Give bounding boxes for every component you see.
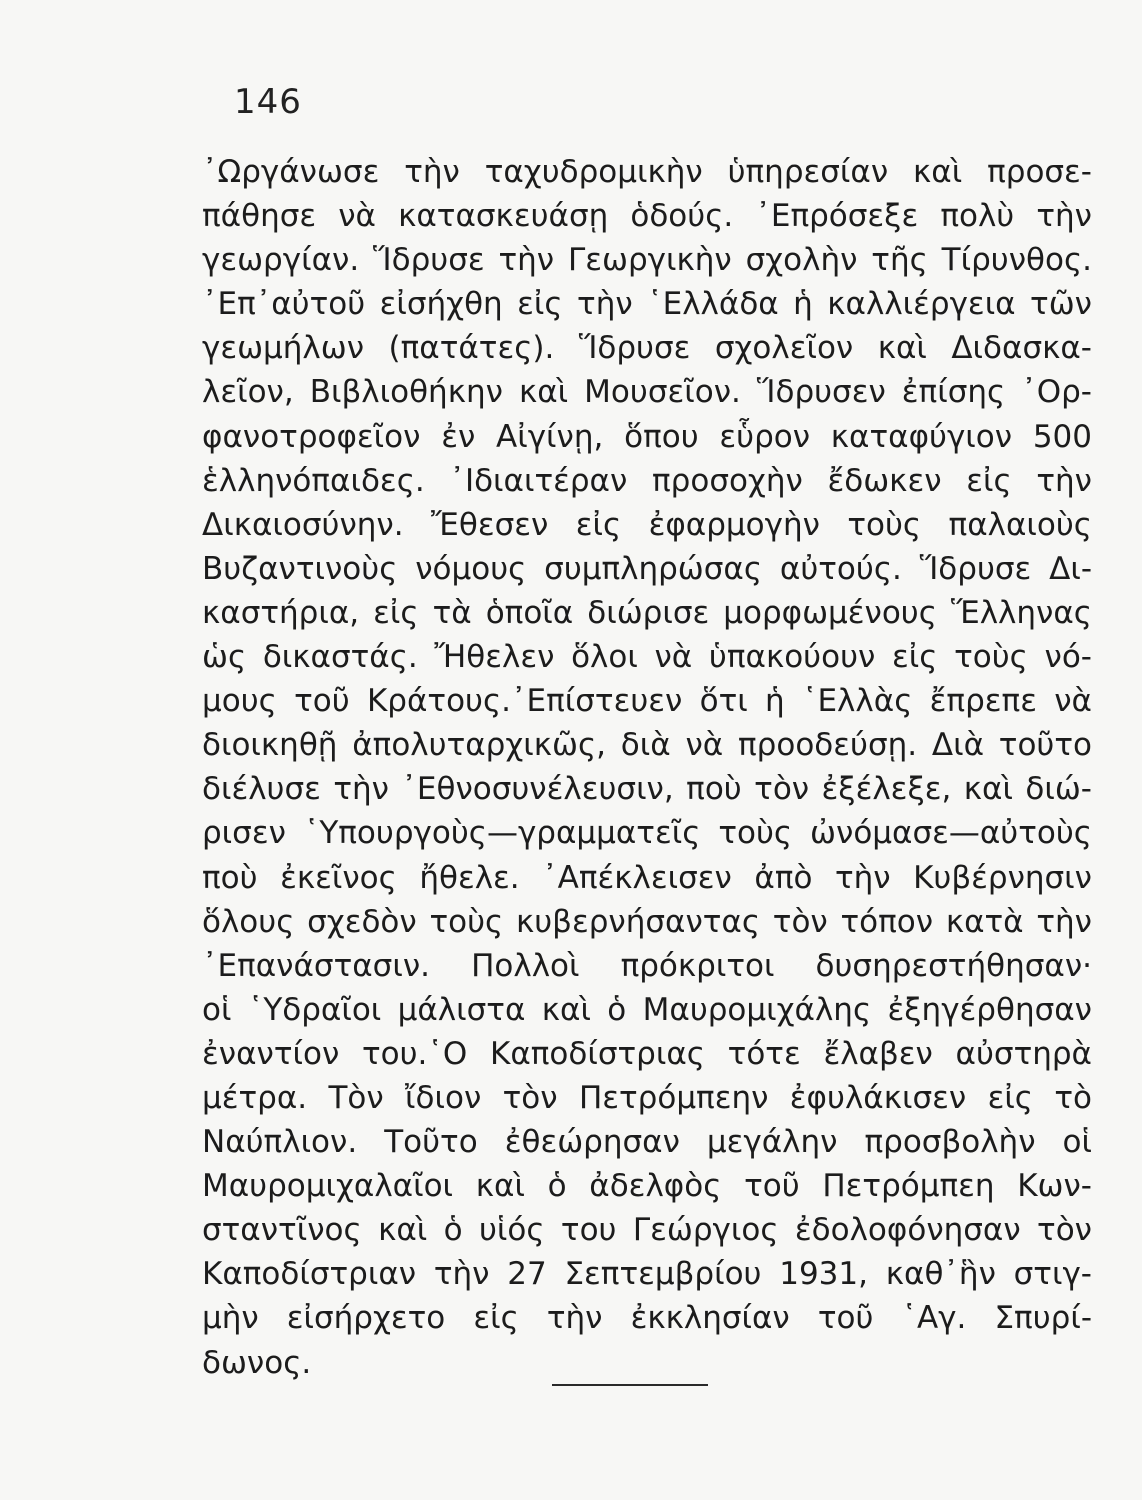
text-line: ὡς δικαστάς. Ἤθελεν ὅλοι νὰ ὑπακούουν εἰς τοὺς νό-	[202, 639, 1092, 676]
text-line: Μαυρομιχαλαῖοι καὶ ὁ ἀδελφὸς τοῦ Πετρόμπεη Κων-	[202, 1168, 1092, 1205]
text-line: μους τοῦ Κράτους.᾿Επίστευεν ὅτι ἡ ῾Ελλὰς ἔπρεπε νὰ	[202, 683, 1092, 720]
text-line: ρισεν ῾Υπουργοὺς—γραμματεῖς τοὺς ὠνόμασε—αὐτοὺς	[202, 815, 1092, 852]
text-line: ποὺ ἐκεῖνος ἤθελε. ᾿Απέκλεισεν ἀπὸ τὴν Κυβέρνησιν	[202, 859, 1092, 896]
text-line: πάθησε νὰ κατασκευάσῃ ὁδούς. ᾿Επρόσεξε πολὺ τὴν	[202, 198, 1092, 235]
text-line: Δικαιοσύνην. Ἔθεσεν εἰς ἐφαρμογὴν τοὺς παλαιοὺς	[202, 506, 1092, 543]
text-line: καστήρια, εἰς τὰ ὁποῖα διώρισε μορφωμένους Ἕλληνας	[202, 594, 1092, 631]
text-line: φανοτροφεῖον ἐν Αἰγίνῃ, ὅπου εὗρον καταφύγιον 500	[202, 418, 1092, 455]
text-line: διοικηθῇ ἀπολυταρχικῶς, διὰ νὰ προοδεύσῃ. Διὰ τοῦτο	[202, 727, 1092, 764]
text-line: οἱ ῾Υδραῖοι μάλιστα καὶ ὁ Μαυρομιχάλης ἐξηγέρθησαν	[202, 991, 1092, 1028]
text-line: ᾿Επ᾿αὐτοῦ εἰσήχθη εἰς τὴν ῾Ελλάδα ἡ καλλιέργεια τῶν	[202, 286, 1092, 323]
text-line: Καποδίστριαν τὴν 27 Σεπτεμβρίου 1931, καθ᾿ἣν στιγ-	[202, 1256, 1092, 1293]
text-line: Βυζαντινοὺς νόμους συμπληρώσας αὐτούς. Ἵδρυσε Δι-	[202, 550, 1092, 587]
text-line: διέλυσε τὴν ᾿Εθνοσυνέλευσιν, ποὺ τὸν ἐξέλεξε, καὶ διώ-	[202, 771, 1092, 808]
text-line: λεῖον, Βιβλιοθήκην καὶ Μουσεῖον. Ἵδρυσεν ἐπίσης ᾿Ορ-	[202, 374, 1092, 411]
text-line: γεωργίαν. Ἵδρυσε τὴν Γεωργικὴν σχολὴν τῆς Τίρυνθος.	[202, 242, 1092, 279]
text-line: δωνος.	[202, 1344, 312, 1381]
text-line: Ναύπλιον. Τοῦτο ἐθεώρησαν μεγάλην προσβολὴν οἱ	[202, 1124, 1092, 1161]
text-line: μὴν εἰσήρχετο εἰς τὴν ἐκκλησίαν τοῦ ῾Αγ. Σπυρί-	[202, 1300, 1092, 1337]
text-line: ἐναντίον του.῾Ο Καποδίστριας τότε ἔλαβεν αὐστηρὰ	[202, 1035, 1092, 1072]
text-line: ᾿Ωργάνωσε τὴν ταχυδρομικὴν ὑπηρεσίαν καὶ προσε-	[202, 154, 1092, 190]
body-text	[202, 150, 1092, 1385]
text-line: μέτρα. Τὸν ἴδιον τὸν Πετρόμπεην ἐφυλάκισεν εἰς τὸ	[202, 1079, 1092, 1116]
text-line: ᾿Επανάστασιν. Πολλοὶ πρόκριτοι δυσηρεστήθησαν·	[202, 947, 1092, 984]
text-line: ἑλληνόπαιδες. ᾿Ιδιαιτέραν προσοχὴν ἔδωκεν εἰς τὴν	[202, 462, 1092, 499]
text-line: σταντῖνος καὶ ὁ υἱός του Γεώργιος ἐδολοφόνησαν τὸν	[202, 1212, 1092, 1249]
page-number: 146	[234, 82, 302, 122]
text-line: γεωμήλων (πατάτες). Ἵδρυσε σχολεῖον καὶ Διδασκα-	[202, 330, 1092, 367]
text-line: ὅλους σχεδὸν τοὺς κυβερνήσαντας τὸν τόπον κατὰ τὴν	[202, 903, 1092, 940]
end-rule	[552, 1384, 708, 1386]
